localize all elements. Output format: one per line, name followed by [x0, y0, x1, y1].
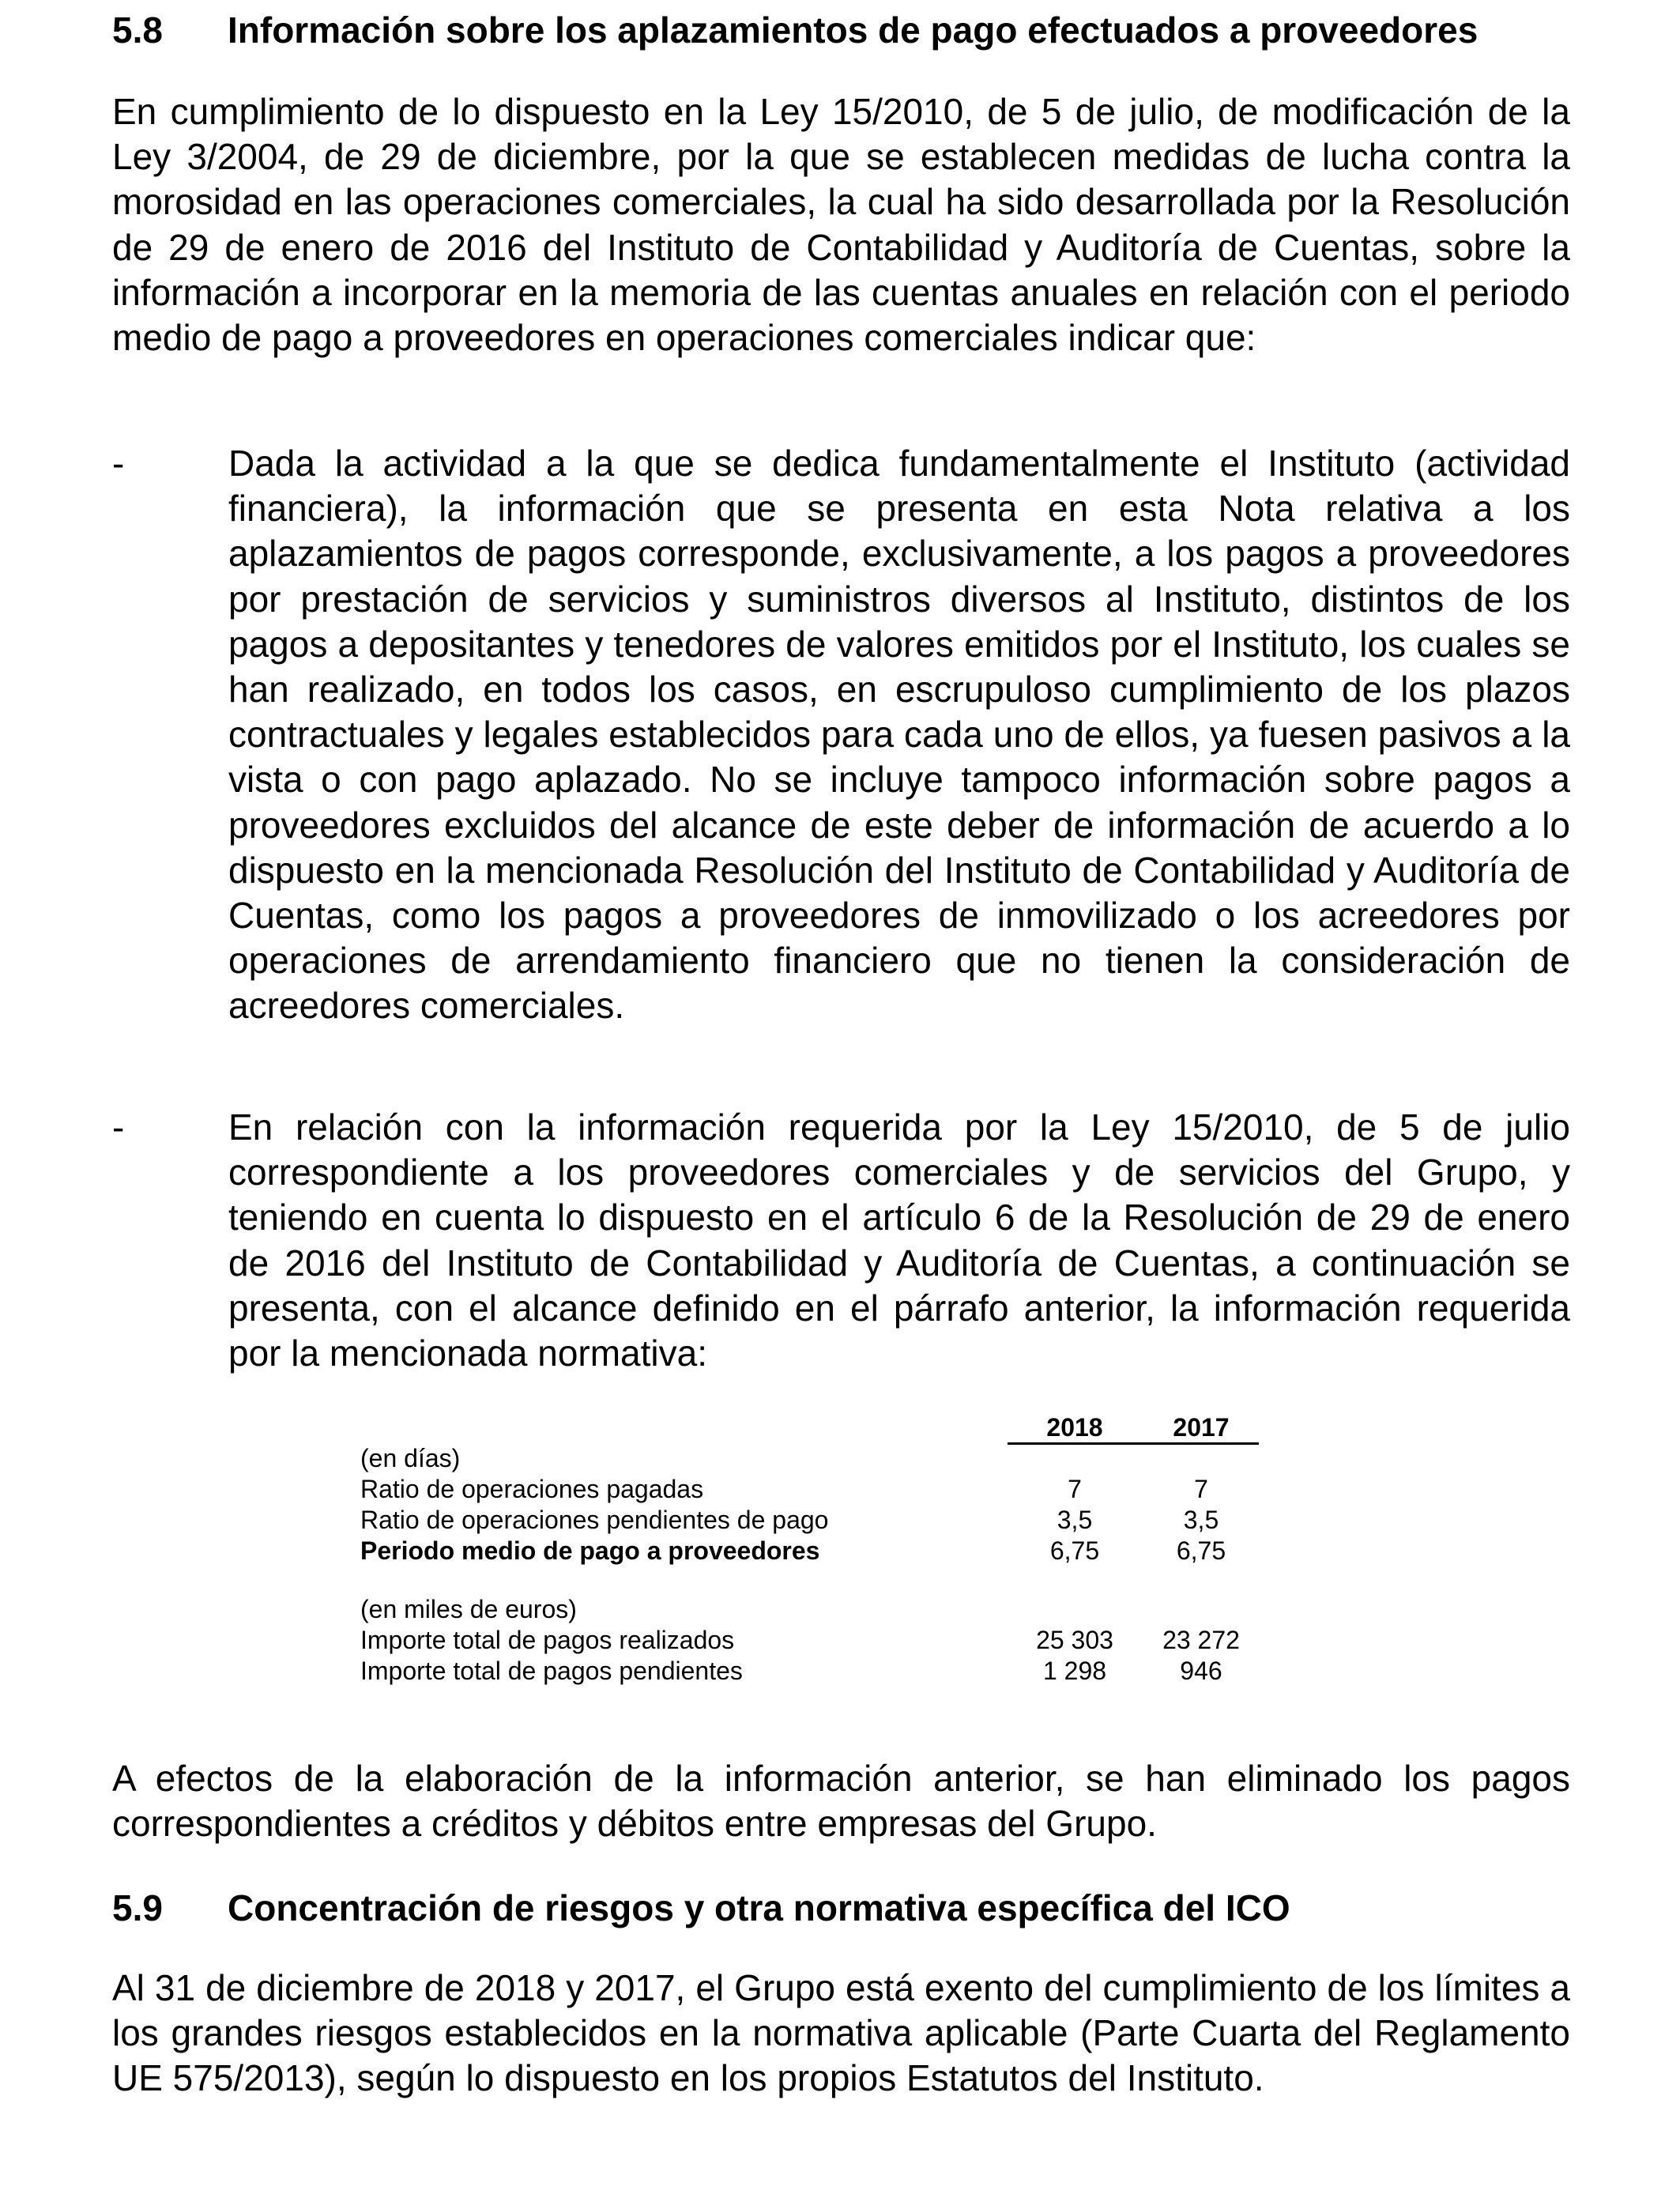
table-cell: 7 [1194, 1475, 1208, 1503]
section-title: Concentración de riesgos y otra normativa específica del ICO [228, 1887, 1290, 1928]
section-title: Información sobre los aplazamientos de pago efectuados a proveedores [228, 9, 1478, 51]
column-header: 2018 [1046, 1413, 1103, 1442]
section-heading-5-9 [112, 1886, 1290, 1930]
bullet-text: Dada la actividad a la que se dedica fundamentalmente el Instituto (actividad financiera), la información que se presenta en esta Nota relativa a los aplazamientos de pagos corresponde, exclusivamente, a los pagos a proveedores por prestación de servicios y suministros diversos al Instituto, distintos de los pagos a depositantes y tenedores de valores emitidos por el Instituto, los cuales se han realizado, en todos los casos, en escrupuloso cumplimiento de los plazos contractuales y legales establecidos para cada uno de ellos, ya fuesen pasivos a la vista o con pago aplazado. No se incluye tampoco información sobre pagos a proveedores excluidos del alcance de este deber de información de acuerdo a lo dispuesto en la mencionada Resolución del Instituto de Contabilidad y Auditoría de Cuentas, como los pagos a proveedores de inmovilizado o los acreedores por operaciones de arrendamiento financiero que no tienen la consideración de acreedores comerciales. [228, 443, 1570, 1027]
unit-label: (en miles de euros) [360, 1595, 577, 1623]
table-cell: 3,5 [1183, 1506, 1219, 1534]
table-cell: 3,5 [1057, 1506, 1093, 1534]
column-header: 2017 [1173, 1413, 1230, 1442]
section-number: 5.9 [112, 1887, 163, 1928]
section-heading-5-8 [112, 8, 1478, 52]
bullet-marker: - [112, 1106, 125, 1148]
table-cell: 25 303 [1036, 1626, 1113, 1654]
table-row-label: Importe total de pagos realizados [360, 1626, 735, 1654]
after-table-paragraph: A efectos de la elaboración de la información anterior, se han eliminado los pagos correspondientes a créditos y débitos entre empresas del Grupo. [112, 1758, 1570, 1845]
table-cell: 6,75 [1049, 1536, 1100, 1565]
table-cell: 23 272 [1162, 1626, 1240, 1654]
bullet-text: En relación con la información requerida por la Ley 15/2010, de 5 de julio correspondiente a los proveedores comerciales y de servicios del Grupo, y teniendo en cuenta lo dispuesto en el artículo 6 de la Resolución de 29 de enero de 2016 del Instituto de Contabilidad y Auditoría de Cuentas, a continuación se presenta, con el alcance definido en el párrafo anterior, la información requerida por la mencionada normativa: [228, 1106, 1570, 1374]
table-cell: 7 [1068, 1475, 1082, 1503]
table-cell: 1 298 [1042, 1657, 1107, 1685]
table-row-label: Periodo medio de pago a proveedores [360, 1536, 820, 1565]
closing-paragraph: Al 31 de diciembre de 2018 y 2017, el Grupo está exento del cumplimiento de los límites a los grandes riesgos establecidos en la normativa aplicable (Parte Cuarta del Reglamento UE 575/2013), según lo dispuesto en los propios Estatutos del Instituto. [112, 1967, 1570, 2099]
table-cell: 946 [1180, 1657, 1222, 1685]
table-cell: 6,75 [1176, 1536, 1226, 1565]
bullet-marker: - [112, 443, 125, 484]
unit-label: (en días) [360, 1444, 461, 1472]
section-number: 5.8 [112, 9, 163, 51]
header-rule [1008, 1442, 1259, 1445]
table-row-label: Ratio de operaciones pagadas [360, 1475, 704, 1503]
table-row-label: Ratio de operaciones pendientes de pago [360, 1506, 829, 1534]
table-row-label: Importe total de pagos pendientes [360, 1657, 743, 1685]
intro-paragraph: En cumplimiento de lo dispuesto en la Ley 15/2010, de 5 de julio, de modificación de la Ley 3/2004, de 29 de diciembre, por la que se establecen medidas de lucha contra la morosidad en las operaciones comerciales, la cual ha sido desarrollada por la Resolución de 29 de enero de 2016 del Instituto de Contabilidad y Auditoría de Cuentas, sobre la información a incorporar en la memoria de las cuentas anuales en relación con el periodo medio de pago a proveedores en operaciones comerciales indicar que: [112, 91, 1570, 359]
